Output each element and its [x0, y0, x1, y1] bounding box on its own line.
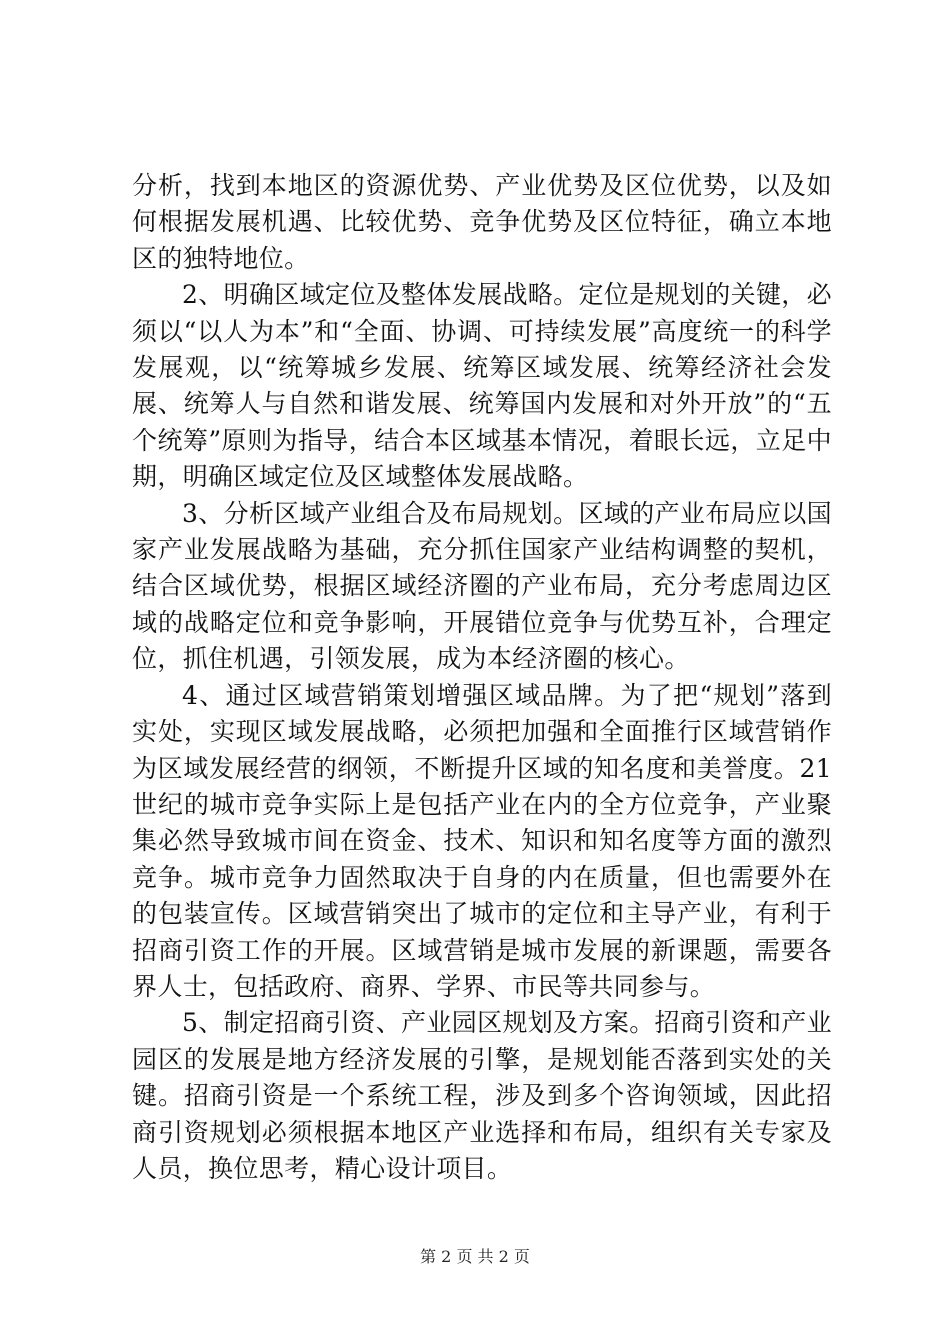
paragraph-item-2: 2、明确区域定位及整体发展战略。定位是规划的关键，必须以“以人为本”和“全面、协调、可持续发展”高度统一的科学发展观，以“统筹城乡发展、统筹区域发展、统筹经济社会发展、统筹人与自然和谐发展、统筹国内发展和对外开放”的“五个统筹”原则为指导，结合本区域基本情况，着眼长远，立足中期，明确区域定位及区域整体发展战略。: [132, 280, 833, 492]
document-body: [132, 168, 832, 1187]
page-number-footer: 第 2 页 共 2 页: [420, 1247, 530, 1266]
paragraph-item-3: 3、分析区域产业组合及布局规划。区域的产业布局应以国家产业发展战略为基础，充分抓住国家产业结构调整的契机，结合区域优势，根据区域经济圈的产业布局，充分考虑周边区域的战略定位和竞争影响，开展错位竞争与优势互补，合理定位，抓住机遇，引领发展，成为本经济圈的核心。: [132, 498, 833, 674]
paragraph-item-4: 4、通过区域营销策划增强区域品牌。为了把“规划”落到实处，实现区域发展战略，必须把加强和全面推行区域营销作为区域发展经营的纲领，不断提升区域的知名度和美誉度。21世纪的城市竞争实际上是包括产业在内的全方位竞争，产业聚集必然导致城市间在资金、技术、知识和知名度等方面的激烈竞争。城市竞争力固然取决于自身的内在质量，但也需要外在的包装宣传。区域营销突出了城市的定位和主导产业，有利于招商引资工作的开展。区域营销是城市发展的新课题，需要各界人士，包括政府、商界、学界、市民等共同参与。: [132, 680, 832, 1001]
paragraph-continuation: 分析，找到本地区的资源优势、产业优势及区位优势，以及如何根据发展机遇、比较优势、竞争优势及区位特征，确立本地区的独特地位。: [132, 171, 832, 273]
paragraph-item-5: 5、制定招商引资、产业园区规划及方案。招商引资和产业园区的发展是地方经济发展的引擎，是规划能否落到实处的关键。招商引资是一个系统工程，涉及到多个咨询领域，因此招商引资规划必须根据本地区产业选择和布局，组织有关专家及人员，换位思考，精心设计项目。: [132, 1008, 833, 1183]
